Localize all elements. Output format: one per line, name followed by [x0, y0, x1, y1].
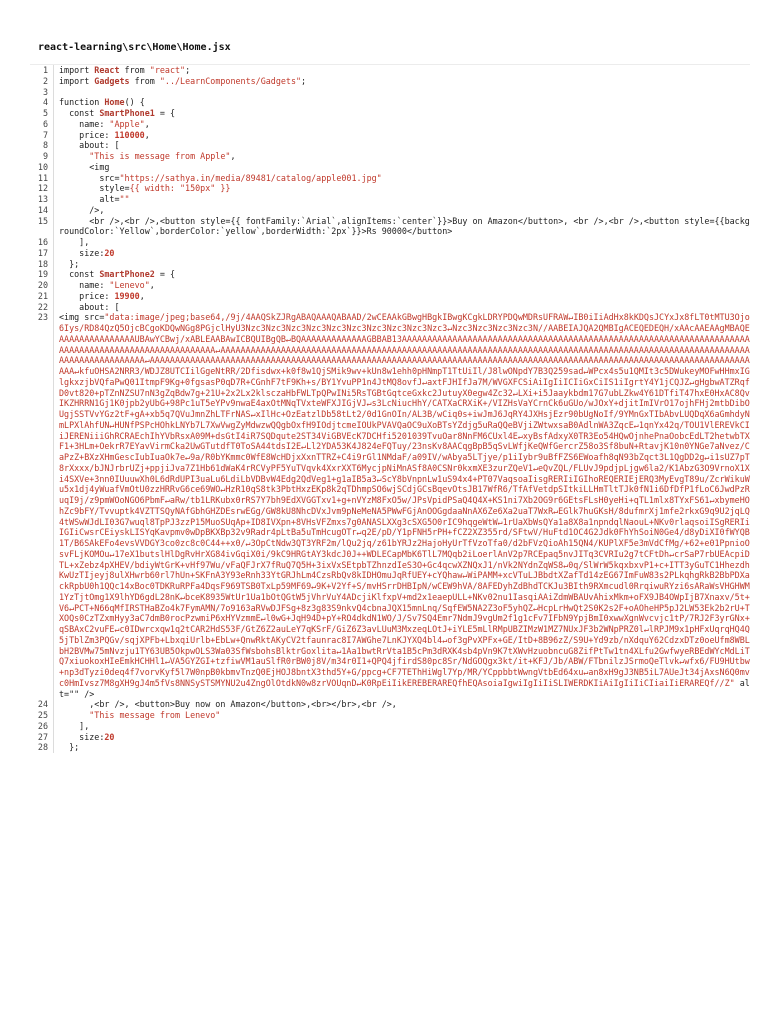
code-listing: [30, 64, 750, 753]
code-line: [30, 291, 750, 302]
code-token: about: [: [59, 140, 120, 151]
code-token: "Apple": [109, 118, 145, 129]
line-source: [54, 151, 750, 162]
code-token: name:: [59, 118, 110, 129]
code-line: [30, 151, 750, 162]
code-token: <img src=: [59, 312, 105, 323]
line-number: 15: [30, 216, 54, 238]
line-source: [54, 140, 750, 151]
code-token: <br />,<br />,<button style={{ fontFamily:`Arial`,alignItems:`center`}}>Buy on Amazon</button>, <br />,<br />,<button style={{backgroundColor:`Yellow`,borderColor:`yellow`,borderWidth:`2px`}}>Rs 90000</button>: [59, 215, 750, 237]
line-source: [54, 162, 750, 173]
code-token: "data:image/jpeg;base64,/9j/4AAQSkZJRgABAQAAAQABAAD/2wCEAAkGBwgHBgkIBwgKCgkLDRYPDQwMDRsUFRAW↵IB0iIiAdHx8kKDQsJCYxJx8fLT0tMTU3Ojo6Iys/RD84QzQ5OjcBCgoKDQwNGg8PGjclHyU3Nzc3Nzc3Nzc3Nzc3Nzc3Nzc3Nzc3Nzc3Nzc3Nzc3↵Nzc3Nzc3Nzc3Nzc3N//AABEIAJQA2QMBIgACEQEDEQH/xAAcAAEAAgMBAQEAAAAAAAAAAAAAAAUBAwYCBwj/xABLEAABAwICBQUIBgQB↵BQAAAAAAAAAAAAAGBBAB13AAAAAAAAAAAAAAAAAAAAAAAAAAAAAAAAAAAAAAAAAAAAAAAAAAAAAAAAAAAAAAAAAAAAAAAAAAAAAAAAAAAAAAAAAAAAAAAAAAAA↵AAAAAAAAAAAAAAAAAAAAAAAAAAAAAAAAAAAAAAAAAAAAAAAAAAAAAAAAAAAAAAAAAAAAAAAAAAAAAAAAAAAAAAAAAAAAAAAAAAAAAAAAAAAAAAAAAAAAAAAAAA↵AAAAAAAAAAAAAAAAAAAAAAAAAAAAAAAAAAAAAAAAAAAAAAAAAAAAAAAAAAAAAAAAAAAAAAAAAAAAAAAAAAAAAAAAAAAAAAAAAAAAAAAAAAAAAAAAAAAAAAAAAA↵kfuOHSA2NRR3/WDJZ8UTCIilGgeNtRR/2Dfisdwx+k0f8w1QjSMik9wv+kUn8w1ehh0pHNmpT1TtUiIl/J8lwONpdY7B3Q259sad↵WPcx4s5u1QMIt3c5DWukeyMOFwHHmxIGlgkxzjbVQfaPwQ01ItmpF9Kg+0fgsasP0qD7R+CGnhF7tF9Kh+s/BY1YvuPP1n4JtMQ8ovfJ↵axtFJHIfJa7M/WVGXFCSiAiIgIiICIiGxCiIS1iIgrtY4Y1jCQJZ↵gHgbwATZRqfD0vt820+pTZnNZSU7nN3gZqBdw7g+21U+2x2Lx2klsczaHbFWLTpQPwINi5RsTGBtGqtceGxkc2JutuyX0egw4Zc32↵LXi+i5Jaaykbdm17G7ubLZkw4Y61DTfiT47hxE0HxAC8QvIKZHRRN1Gj1K0jpb2yUbG+98Pc1uT5eYPv9nwaE4axOtMNqTVxteWFXJIGjVJ↵s3LcNiucHhY/CATXaCRXiK+/VIZHsVaYCrnCk6uGUo/wJOxY+djitImIVrO17ojhFHj2mtbDibOUgjSSTVvYGz2tF+gA+xb5q7QVuJmnZhLTFrNAS↵xIlHc+OzEatzlDb58tLt2/0d1GnOIn/AL3B/wCiq0s+iwJmJ6JqRY4JXHsjEzr90bUgNoIf/9YMnGxTIbAbvLUQDqX6aGmhdyNmLPXlAhfUN↵HUNfPSPcHOhkLNYb7L7XwVwgZyMdwzwQQgbOxfH9IOdjtcmeIOUkPVAVQaOC9uXoBTsYZdjg5uRaQQeBVjiZWtwxsaB0AdlnWA3ZqcE↵1qnYx42q/TOU1VlEREVkCIiJERENiiiGhRCRAEchIhYVbRsxA09M+dsGtI4iR7SQDqute2ST34ViGBVEcK7DCHfi5201039TvuOar8NnFM6CUxl4E↵xyBsfAdxyX0TR3Eo54HQwOjnhePnaOobcEdLT2hetwbTXF1+3HLm+OekrR7EYavVirmCka2UwGTutdfT0ToSA44tdsI2E↵Ll2YDA53K4J824eFQTuy/23nsKv8AACqgBpB5qSvLWfjKeQWfGercrZ58o3Sf8buN+RtavjK10n0YNGe7aNvez/CaPzZ+BXzXHmGescIubIuaOk7e↵9a/R0bYKmmc0WfE8WcHDjxXxnTTRZ+C4i9rGl1NMdaF/a09IV/wAbya5LTjye/p1iIybr9uBfFZS6EWoafh8qN93bZqct3L1QgDD2g↵i1sUZ7pT8rXxxx/bJNJrbrUZj+ppjiJva7Z1Hb61dWaK4rRCVyPF5YuTVqvk4XxrXXT6MycjpNiMnASf8A0CSNr0kxmXE3zurZQeV1↵eQvZQL/FLUvJ9pdjpLjgw6la2/K1AbzG3O9VrnoX1Xi4SXVe+3nn0IUuuwXh0L6dRdUPI3uaLu6LdiLbVDBvW4Edg2QdVeg1+g1aIB5a3↵ScY8bVnpnLw1uS94x4+PT07VaqsoaIisgRERIiIGIhoREQERIEjERQ3MyEvgT89u/ZcrWikuWu5x1dj4yWuafVmOtU0zzHRRvG6ce69WO↵HzR10qS8tk3PbtHxzEKp8k2qTDhmpSO6wjSCdjGCsBqevOtsJB17WfR6/TfAfVetdpSItkiLLHmTltTJk0fN1i6DfDfP1fLoC6JwdPzRuqI9j/z9pmWOoNGO6PbmF↵aRw/tb1LRKubx0rRS7Y7bh9EdXVGGTxv1+g+nVYzM8FxO5w/JPsVpidPSaQ4Q4X+KS1ni7Xb2OG9r6GEtsFLsH0yeHi+qTL1mlx8TYxFS61↵xbymeHOhZc9bFY/Tvvuptk4VZTTSQyNAfGbhGHZDEsrwEGg/GW8kU8NhcDVxJvm9pNeMeNA5PWwFGjAnOOGgdaaNnAX6Ze6Xa2uaT7WxR↵EGlk7huGKsH/8dufmrXj1mfe2rkxG9q9U2jqLQ4tWSwWJdLI03G7wuql8TpPJ3zzP15MuoSUqAp+ID8IVXpn+8VHsVFZmxs7g0ANASLXXg3cSXG5O0rIC9hqgeWtW↵1rUaXbWsQYa1a8X8a1npndqlNaouL+NKv0rlaqsoiISgRERIiIGIiCwsrCEiyskLISYqKavpmv0wDpBKXBp32v9Radr4pLtBa5uTmHcugOTr↵q2E/pD/Y1pFNH5rPH+fCZ2XZ355rd/SFtwV/HuFtd1OC4G2Jdk0FhYhSoiN0Ge4/d8yDiXI0fWYQB1T/B6SAkEFo4evsVVDGY3co0zc8c0C44++x0/↵3OpCtNdw3QT3YRF2m/lQu2jq/z61bYRJz2HajoHyUrTfVzoTfa0/d2bFVzQioAh15QN4/KUPlXF5e3mVdCfMg/+62+e01PpnioOsvFLjKOMOu↵17eX1butslHlDgRvHrXG84ivGqiX0i/9kC9HRGtAY3kdcJ0J++WDLECapMbK6TlL7MQqb2iLoerlAnV2p7RCEpaq5nvJITq3CVRIu2g7tCFtDh↵crSaP7rbUEAcpiDTL+xZebz4pXHEV/bdiyWtGrK+vHf97Wu/vFaQFJrX7fRuQ7Q5H+3ixVxSEtpbTZhnzdIeS3O+Gc4qcwXZNQxJ1/nVk2NYdnZqWS8↵0q/SlWrW5kqxbxvP1+c+ITT3yGuTC1HhezdhKwUzTIjeyj8ulXHwrb60rl7hUn+SKFnA3Y93eRnh33YtGRJhLm4CzsRbQv8kIDHOmuJqRfUEY+cYQhaw↵WiPAMM+xcVTuLJBbdtXZafTd14zEG67ImFuW83s2PLkqhgRkB2BbPDXackRpbU0h1QQc14xBoc0TDKRuRPFa4DqsF969TSB0TxLp59MF69↵9K+V2Yf+S/mvHSrrDHBIpN/wCEW9hVA/8AFEDyhZdBhdTCKJu3BIth9RXmcudl0RrqiwuRYzi6sARaWsVHGHWM1YzTjtOmg1X9lhYD6gdL28nK↵bceK8935WtUr1Ua1bOtQGtW5jVhrVuY4ADcjiKlfxpV+md2x1eaepULL+NKv02nu1IasqiAAiZdmWBAUvAhixMkm+oFX9JB4OWpIjB7Xnaxv/5t+V6↵PCT+N66qMfIRSTHaBZo4k7FymAMN/7o9163aRVwDJFSg+8z3g83S9nkvQ4cbnaJQX15mnLnq/SqfEW5NA2Z3oF5yhQZ↵HcpLrHwQt2S0K2s2F+oAOheHP5pJ2LW53Ek2b2rU+TXOQs0CzTZxmHyy3aC7dmB0rocPzwmiP6xHYVzmmE↵l0wG+JqH94D+pY+RO4dkdN1WO/J/Sv7SQ4Emr7NdmJ9vgUm2f1g1cFv7IFbN9YpjBmI0xwwXgnWvcvjc1tP/7RJ2F3yrGNx+qSBAxC2vuFE↵c0IDwrcxqw1q2tCAR2HdS53F/GtZ6Z2auLeY7qKSrF/GiZ6Z3avLUuM3MxzeqLOtJ+iYLE5mLlRMpUBZIMzW1MZ7NUxJF3b2WNpPRZ0l↵lRPJM9x1pHFxUqrqHQ4Q5jTblZm3PQGv/sqjXPFb+LbxqiUrlb+EbLw+QnwRktAKyCV2tfaunrac8I7AWGhe7LnKJYXQ4bl4↵of3gPvXPFx+GE/ItD+8B96zZ/S9U+Yd9zb/nXdquY62CdzxDTz0oeUfm8WBLbH2BVMw75mNvzju1TY63UB5OkpwOLS3Wa03SfWsbohsBlktrGoxlita↵1Aa1bwtRrVta1B5cPm3dRXK4sb4pVn9K7tXWvHzuobncuG8ZifPtTw1tn4XLfu2GwfwyeRBEdWYcMdLiTQ7xiuokoxHIeEmkHCHHl1↵VA5GYZGI+tzfiwVM1auSlfR0rBW0j8V/m34r0I1+QPQ4jfirdS80pc8Sr/NdGOQgx3kt/it+KFJ/Jb/ABW/FTbnilzJSrmoQeTlvk↵wfx6/FU9HUtbw+np3dTyzi0deq4f7vorvKyf5l7W0npB0kbmvTnzQ0EjHOJ8bntX3thd5Y+G/ppcg+CF7TEThHiWgl7Yp/MR/YCppbbtWwngVtbEd64xu↵an8xH9gJ3NB5iL7AUeJt34jAxsN6Q0mvc0HmIvsz7M8gXH9gJ4m5fVs8NNSySTSMYNU2u4ZngOlOtdkN0w8zrVOUqnD↵K0RpEiIikEREBERAREQfhEQAsoiaIgwiIgIiIiSLIWERDKIiAiIgIiIiCIiaiIiERAREQf//Z": [59, 312, 750, 688]
line-source: [54, 194, 750, 205]
code-line: [30, 269, 750, 280]
line-source: [54, 302, 750, 313]
line-number: 24: [30, 699, 54, 710]
code-token: price:: [59, 129, 115, 140]
line-number: 6: [30, 119, 54, 130]
code-line: [30, 162, 750, 173]
code-token: ;: [185, 65, 191, 75]
code-line: [30, 97, 750, 108]
code-line: [30, 65, 750, 76]
line-source: [54, 269, 750, 280]
line-number: 2: [30, 76, 54, 87]
code-token: = {: [154, 108, 175, 118]
code-token: <img: [59, 161, 110, 172]
line-number: 17: [30, 248, 54, 259]
line-number: 12: [30, 183, 54, 194]
code-token: from: [129, 75, 160, 86]
code-token: ],: [59, 720, 90, 731]
code-token: SmartPhone1: [99, 108, 155, 118]
code-token: import: [59, 75, 95, 86]
code-token: Gadgets: [94, 75, 130, 86]
code-token: ,: [139, 290, 145, 301]
line-number: 20: [30, 280, 54, 291]
line-source: [54, 237, 750, 248]
line-source: [54, 205, 750, 216]
line-source: [54, 248, 750, 259]
code-token: () {: [124, 97, 145, 108]
code-token: about: [: [59, 301, 120, 312]
code-token: import: [59, 65, 95, 75]
line-source: [54, 130, 750, 141]
code-token: name:: [59, 280, 110, 290]
line-number: 10: [30, 162, 54, 173]
code-token: ,: [144, 118, 150, 129]
code-token: alt=: [59, 194, 120, 204]
code-token: 19900: [114, 290, 140, 301]
line-number: 1: [30, 65, 54, 76]
code-token: size:: [59, 247, 105, 258]
file-path: react-learning\src\Home\Home.jsx: [38, 42, 231, 53]
code-line: [30, 732, 750, 743]
code-line: [30, 119, 750, 130]
line-number: 8: [30, 140, 54, 151]
code-token: 20: [104, 731, 115, 742]
line-source: [54, 119, 750, 130]
line-source: [54, 742, 750, 753]
line-number: 28: [30, 742, 54, 753]
code-line: [30, 108, 750, 119]
line-source: [54, 173, 750, 184]
line-number: 25: [30, 710, 54, 721]
code-token: />,: [59, 204, 105, 215]
line-number: 19: [30, 269, 54, 280]
code-line: [30, 87, 750, 98]
line-source: [54, 291, 750, 302]
code-token: };: [59, 742, 80, 753]
line-number: 4: [30, 97, 54, 108]
code-token: size:: [59, 731, 105, 742]
line-number: 23: [30, 312, 54, 699]
line-source: [54, 97, 750, 108]
line-source: [54, 108, 750, 119]
code-token: alt="" />: [59, 677, 750, 699]
line-number: 16: [30, 237, 54, 248]
code-token: "../LearnComponents/Gadgets": [159, 75, 302, 86]
line-source: [54, 280, 750, 291]
code-token: "react": [149, 65, 186, 75]
code-line: [30, 76, 750, 87]
line-number: 22: [30, 302, 54, 313]
line-source: [54, 65, 750, 76]
line-source: [54, 721, 750, 732]
code-token: ,: [230, 151, 236, 161]
line-number: 14: [30, 205, 54, 216]
code-token: src=: [59, 172, 120, 183]
code-token: "": [119, 194, 130, 204]
line-number: 21: [30, 291, 54, 302]
code-line: [30, 699, 750, 710]
line-source: [54, 76, 750, 87]
code-token: Home: [104, 97, 125, 108]
line-source: [54, 699, 750, 710]
code-line: [30, 710, 750, 721]
line-source: [54, 312, 750, 699]
code-token: "Lenevo": [109, 280, 150, 290]
code-line: [30, 742, 750, 753]
code-line: [30, 216, 750, 238]
code-line: [30, 130, 750, 141]
code-token: ,<br />, <button>Buy now on Amazon</button>,<br></br>,<br />,: [59, 699, 397, 710]
code-token: const: [59, 269, 100, 280]
code-token: ;: [301, 75, 307, 86]
line-number: 13: [30, 194, 54, 205]
code-token: price:: [59, 290, 115, 301]
line-number: 18: [30, 259, 54, 270]
code-token: ,: [144, 129, 150, 140]
code-token: SmartPhone2: [99, 269, 155, 280]
code-token: React: [94, 65, 120, 75]
code-line: [30, 205, 750, 216]
line-number: 9: [30, 151, 54, 162]
code-line: [30, 302, 750, 313]
code-token: };: [59, 258, 80, 269]
line-source: [54, 216, 750, 238]
code-line: [30, 173, 750, 184]
code-token: 20: [104, 247, 115, 258]
line-number: 26: [30, 721, 54, 732]
code-token: from: [119, 65, 150, 75]
code-token: const: [59, 108, 100, 118]
code-token: = {: [154, 269, 175, 280]
code-line: [30, 259, 750, 270]
line-source: [54, 183, 750, 194]
line-source: [54, 732, 750, 743]
code-token: ,: [149, 280, 155, 290]
line-number: 3: [30, 87, 54, 98]
line-number: 7: [30, 130, 54, 141]
code-token: 110000: [114, 129, 145, 140]
line-source: [54, 710, 750, 721]
code-line: [30, 721, 750, 732]
code-token: ],: [59, 237, 90, 247]
code-line: [30, 280, 750, 291]
line-source: [54, 87, 750, 98]
line-source: [54, 259, 750, 270]
code-line: [30, 183, 750, 194]
code-line: [30, 237, 750, 248]
line-number: 27: [30, 732, 54, 743]
code-token: "https://sathya.in/media/89481/catalog/apple001.jpg": [119, 172, 382, 183]
code-line: [30, 140, 750, 151]
code-token: function: [59, 97, 105, 108]
code-token: {{ width: "150px" }}: [129, 183, 231, 194]
code-token: style=: [59, 183, 130, 194]
code-line: [30, 194, 750, 205]
line-number: 5: [30, 108, 54, 119]
code-line: [30, 312, 750, 699]
code-token: "This is message from Apple": [59, 151, 231, 161]
line-number: 11: [30, 173, 54, 184]
code-token: "This message from Lenevo": [59, 710, 221, 720]
code-line: [30, 248, 750, 259]
